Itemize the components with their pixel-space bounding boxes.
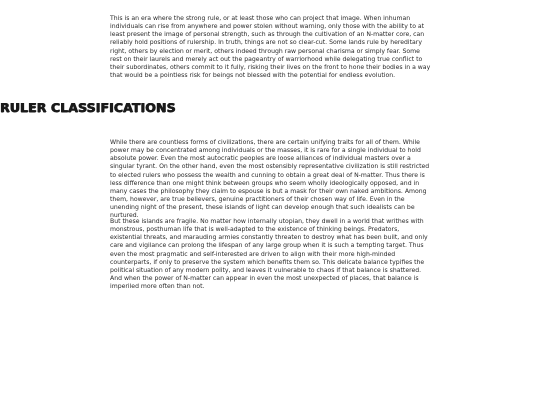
- intro-paragraph: This is an era where the strong rule, or at least those who can project that image. When inhuman individuals can rise from anywhere and power stolen without warning, only those with the ability to at least present the image of personal strength, such as through the cultivation of an N-matter core, can reliably hold positions of rulership. In truth, things are not so clear-cut. Some lands rule by hereditary right, others by election or merit, others indeed through raw personal charisma or simply fear. Some rest on their laurels and merely act out the pageantry of warriorhood while delegating true conflict to their subordinates, others commit to it fully, risking their lives on the front to hone their bodies in a way that would be a pointless risk for beings not blessed with the potential for endless evolution.: [110, 15, 431, 80]
- section-paragraph-1: While there are countless forms of civilizations, there are certain unifying traits for all of them. While power may be concentrated among individuals or the masses, it is rare for a single individual to hold absolute power. Even the most autocratic peoples are loose alliances of individual masters over a singular tyrant. On the other hand, even the most ostensibly representative civilization is still restricted to elected rulers who possess the wealth and cunning to obtain a great deal of N-matter. Thus there is less difference than one might think between groups who seem wholly ideologically opposed, and in many cases the philosophy they claim to espouse is but a mask for their own naked ambitions. Among them, however, are true believers, genuine practitioners of their chosen way of life. Even in the unending night of the present, these islands of light can develop enough that such idealists can be nurtured.: [110, 139, 430, 220]
- section-paragraph-2: But these islands are fragile. No matter how internally utopian, they dwell in a world that writhes with monstrous, posthuman life that is well-adapted to the existence of thinking beings. Predators, existential threats, and marauding armies constantly threaten to destroy what has been built, and only care and vigilance can prolong the lifespan of any large group when it is such a tempting target. Thus even the most pragmatic and self-interested are driven to align with their more high-minded counterparts, if only to preserve the system which benefits them so. This delicate balance typifies the political situation of any modern polity, and leaves it vulnerable to chaos if that balance is shattered. And when the power of N-matter can appear in even the most unexpected of places, that balance is imperiled more often than not.: [110, 218, 428, 291]
- section-heading: RULER CLASSIFICATIONS: [0, 100, 176, 115]
